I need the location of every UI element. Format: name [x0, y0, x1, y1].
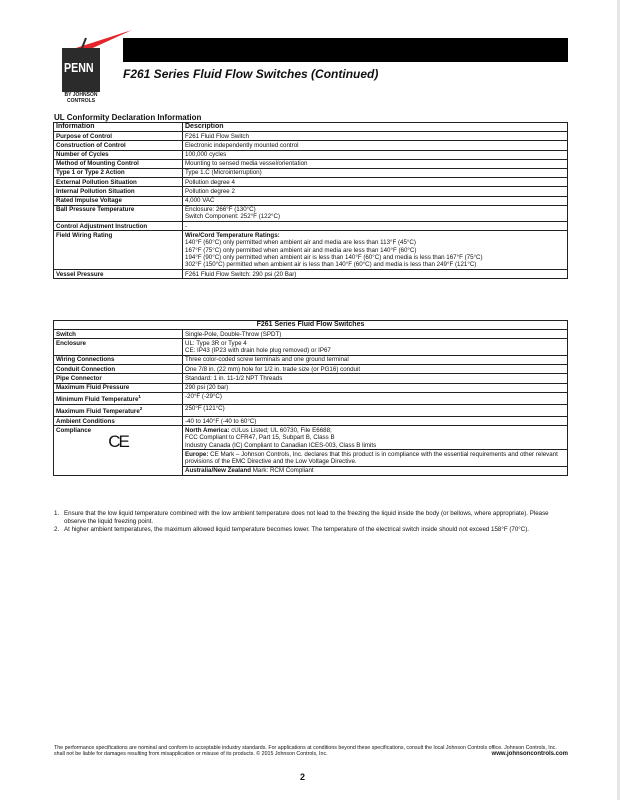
row-label-text: Wiring Connections	[56, 356, 115, 364]
row-value	[183, 270, 568, 279]
row-value-heading: Wire/Cord Temperature Ratings:	[185, 231, 280, 239]
page-footer	[54, 745, 568, 758]
row-label-text: Field Wiring Rating	[56, 231, 113, 239]
au-label: Australia/New Zealand	[185, 467, 252, 475]
row-value-line: Mounting to sensed media vessel/orientation	[185, 160, 308, 168]
footnote-ref: 2	[139, 406, 143, 412]
row-value	[183, 404, 568, 416]
row-label-text: Ambient Conditions	[56, 417, 115, 425]
row-value-line: -40 to 140°F (-40 to 60°C)	[185, 417, 257, 425]
row-label	[54, 339, 183, 356]
europe-cell	[183, 450, 568, 467]
row-value-line: Pollution degree 2	[185, 187, 235, 195]
row-label	[54, 383, 183, 392]
row-label-text: Maximum Fluid Temperature	[56, 408, 140, 416]
row-label	[54, 150, 183, 159]
row-label-text: Enclosure	[56, 339, 86, 347]
na-line: FCC Compliant to CFR47, Part 15, Subpart B, Class B	[185, 434, 335, 442]
row-value	[183, 178, 568, 187]
row-label	[54, 392, 183, 404]
row-value-line: Enclosure: 266°F (130°C)	[185, 206, 256, 214]
row-label-text: Construction of Control	[56, 141, 126, 149]
row-label-text: External Pollution Situation	[56, 178, 137, 186]
footnote	[54, 510, 568, 525]
compliance-label: Compliance	[56, 426, 92, 434]
table-row	[54, 187, 568, 196]
table-row	[54, 374, 568, 383]
eu-label: Europe:	[185, 450, 209, 458]
row-value-line: -20°F (-29°C)	[185, 393, 222, 401]
row-label-text: Maximum Fluid Pressure	[56, 383, 130, 391]
row-value	[183, 339, 568, 356]
penn-logo	[62, 30, 132, 102]
table-row	[54, 417, 568, 426]
table-row	[54, 222, 568, 231]
row-label	[54, 355, 183, 364]
row-label-text: Internal Pollution Situation	[56, 187, 135, 195]
row-value	[183, 168, 568, 177]
table-header: Information	[54, 123, 183, 132]
row-value	[183, 355, 568, 364]
footnote-ref: 1	[138, 394, 141, 400]
row-value-line: 140°F (60°C) only permitted when ambient air and media are less than 113°F (45°C)	[185, 239, 416, 247]
row-value	[183, 231, 568, 270]
footer-disclaimer: The performance specifications are nominal and conform to acceptable industry standards. For applications at conditions beyond these specifications, consult the local Johnson Controls office. Johnson Controls, Inc. shall not be liable for damages resulting from misapplication or misuse of its products. © 2015 Johnson Controls, Inc.	[54, 745, 557, 758]
row-label	[54, 205, 183, 222]
footnote-text: At higher ambient temperatures, the maximum allowed liquid temperature becomes lower. The temperature of the electrical switch inside should not exceed 158°F (70°C).	[64, 526, 530, 534]
row-value	[183, 205, 568, 222]
row-value-line: F261 Fluid Flow Switch	[185, 132, 249, 140]
row-label	[54, 404, 183, 416]
row-label	[54, 178, 183, 187]
page-number: 2	[300, 772, 306, 782]
table-header: Description	[183, 123, 568, 132]
table-row	[54, 404, 568, 416]
table-row	[54, 132, 568, 141]
row-label	[54, 168, 183, 177]
spec-table-header: F261 Series Fluid Flow Switches	[54, 321, 568, 330]
row-value-line: CE: IP43 (IP23 with drain hole plug removed) or IP67	[185, 347, 331, 355]
row-label	[54, 417, 183, 426]
table-row	[54, 339, 568, 356]
row-label-text: Switch	[56, 330, 76, 338]
table-row	[54, 392, 568, 404]
row-label	[54, 159, 183, 168]
row-value	[183, 150, 568, 159]
row-value-line: 100,000 cycles	[185, 150, 227, 158]
row-value-line: 290 psi (20 bar)	[185, 383, 229, 391]
row-label-text: Type 1 or Type 2 Action	[56, 169, 125, 177]
compliance-section	[54, 426, 568, 476]
row-label	[54, 231, 183, 270]
row-value-line: F261 Fluid Flow Switch: 290 psi (20 Bar)	[185, 270, 297, 278]
row-label-text: Control Adjustment Instruction	[56, 222, 148, 230]
row-label	[54, 187, 183, 196]
row-label-text: Minimum Fluid Temperature	[56, 396, 139, 404]
footer-url-link[interactable]: www.johnsoncontrols.com	[491, 751, 568, 757]
row-value-line: Single-Pole, Double-Throw (SPDT)	[185, 330, 282, 338]
logo-subtext: BY JOHNSON CONTROLS	[64, 92, 98, 104]
row-value-line: -	[185, 222, 188, 230]
row-label	[54, 196, 183, 205]
table-row	[54, 426, 568, 450]
row-value-line: Pollution degree 4	[185, 178, 235, 186]
row-label	[54, 132, 183, 141]
row-value	[183, 417, 568, 426]
row-value	[183, 196, 568, 205]
table-row	[54, 365, 568, 374]
row-value-line: 250°F (121°C)	[185, 405, 225, 413]
row-value-line: Three color-coded screw terminals and one ground terminal	[185, 356, 349, 364]
eu-text: CE Mark – Johnson Controls, Inc. declares that this product is in compliance with the essential requirements and other relevant provisions of the EMC Directive and the Low Voltage Directive.	[185, 450, 558, 466]
row-label-text: Purpose of Control	[56, 132, 113, 140]
row-value-line: 302°F (150°C) permitted when ambient air is less than 140°F (60°C) and media is less than 249°F (121°C)	[185, 261, 477, 269]
row-label	[54, 141, 183, 150]
row-value-line: UL: Type 3R or Type 4	[185, 339, 247, 347]
spec-table	[53, 320, 568, 476]
section-heading: UL Conformity Declaration Information	[54, 113, 202, 122]
row-value	[183, 392, 568, 404]
row-value-line: Electronic independently mounted control	[185, 141, 299, 149]
row-label	[54, 330, 183, 339]
row-value-line: 194°F (90°C) only permitted when ambient air is less than 140°F (60°C) and media is less than 167°F (75°C)	[185, 254, 483, 262]
table-row	[54, 330, 568, 339]
na-line: cULus Listed; UL 60730, File E6688;	[231, 426, 332, 434]
footnote-text: Ensure that the low liquid temperature combined with the low ambient temperature does not lead to the freezing the liquid inside the body (or bellows, where appropriate). Please observe the liquid freezing point.	[64, 510, 549, 525]
spec-table-body	[54, 330, 568, 426]
row-label-text: Conduit Connection	[56, 365, 116, 373]
row-value-line: 4,000 VAC	[185, 196, 215, 204]
row-value-line: Switch Component: 252°F (122°C)	[185, 213, 281, 221]
row-value	[183, 383, 568, 392]
table-row	[54, 168, 568, 177]
row-value	[183, 330, 568, 339]
table-row	[54, 205, 568, 222]
compliance-cell	[54, 426, 183, 476]
ul-table-body	[54, 132, 568, 279]
table-row	[54, 355, 568, 364]
row-value-line: 167°F (75°C) only permitted when ambient air and media are less than 140°F (60°C)	[185, 246, 417, 254]
table-row	[54, 383, 568, 392]
logo-text: PENN	[64, 60, 94, 75]
au-text: Mark: RCM Compliant	[252, 467, 314, 475]
footnotes	[54, 510, 568, 535]
row-label	[54, 270, 183, 279]
row-label-text: Rated Impulse Voltage	[56, 196, 122, 204]
table-row	[54, 159, 568, 168]
footnote	[54, 526, 568, 534]
row-label-text: Number of Cycles	[56, 150, 109, 158]
table-row	[54, 150, 568, 159]
row-value	[183, 374, 568, 383]
footnote-number: 1.	[54, 510, 60, 517]
australia-cell	[183, 467, 568, 476]
na-label: North America:	[185, 426, 230, 434]
table-row	[54, 196, 568, 205]
row-label-text: Ball Pressure Temperature	[56, 206, 135, 214]
row-value	[183, 187, 568, 196]
row-label-text: Method of Mounting Control	[56, 160, 139, 168]
footnote-number: 2.	[54, 526, 60, 534]
table-row	[54, 178, 568, 187]
row-label	[54, 365, 183, 374]
row-value	[183, 141, 568, 150]
row-value	[183, 132, 568, 141]
document-title: F261 Series Fluid Flow Switches (Continued)	[123, 67, 379, 81]
row-value	[183, 159, 568, 168]
row-value-line: Type 1.C (Microinterruption)	[185, 169, 262, 177]
row-value	[183, 365, 568, 374]
row-value-line: Standard: 1 in. 11-1/2 NPT Threads	[185, 374, 283, 382]
row-label-text: Vessel Pressure	[56, 270, 104, 278]
row-label	[54, 222, 183, 231]
north-america-cell	[183, 426, 568, 450]
na-line: Industry Canada (IC) Compliant to Canadian ICES-003, Class B limits	[185, 441, 377, 449]
table-row	[54, 270, 568, 279]
row-value-line: One 7/8 in. (22 mm) hole for 1/2 in. trade size (or PG16) conduit	[185, 365, 361, 373]
table-row	[54, 141, 568, 150]
header-bar	[123, 38, 568, 62]
row-label	[54, 374, 183, 383]
row-label-text: Pipe Connector	[56, 374, 102, 382]
ce-mark-icon: CE	[108, 432, 128, 452]
row-value	[183, 222, 568, 231]
table-row	[54, 231, 568, 270]
ul-conformity-table	[53, 122, 568, 279]
